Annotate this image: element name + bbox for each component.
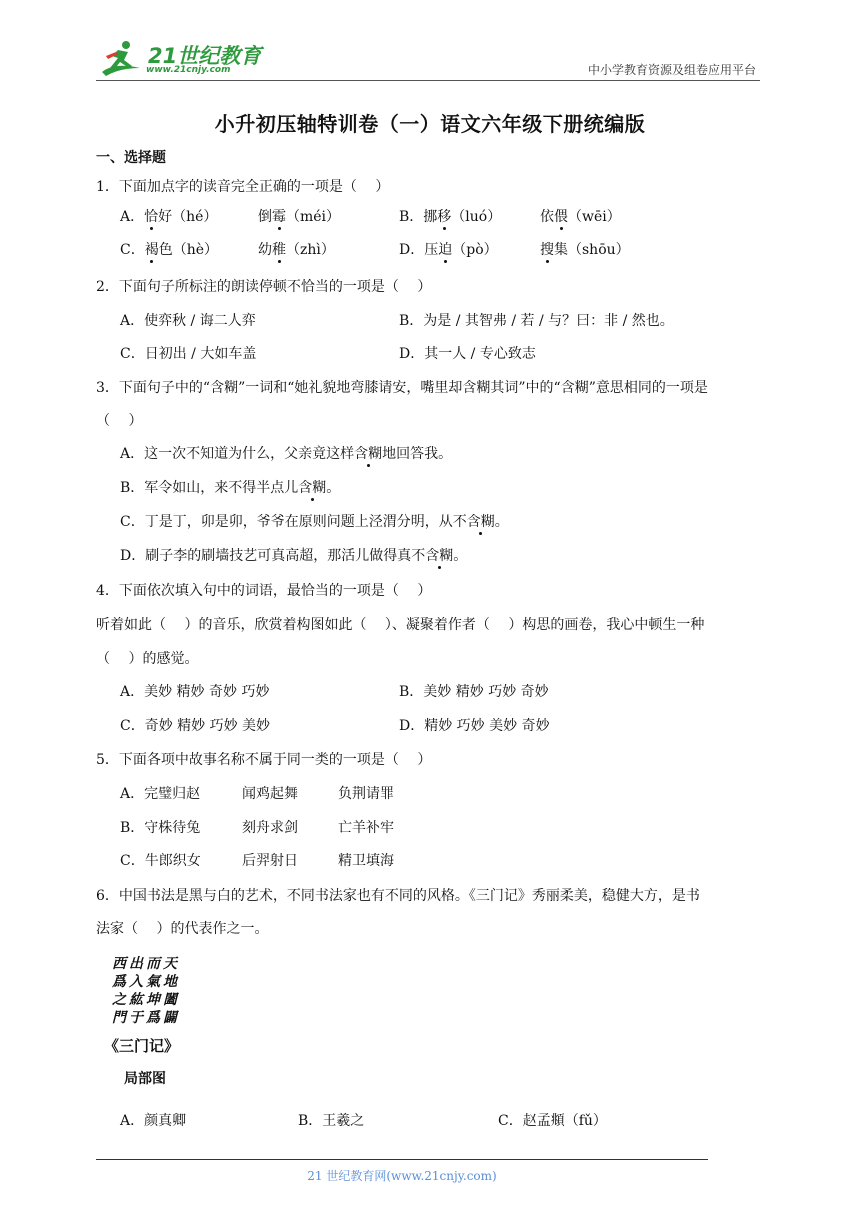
q1-option-c1: C．褐色（hè） — [120, 239, 218, 259]
page-title: 小升初压轴特训卷（一）语文六年级下册统编版 — [214, 112, 646, 136]
footer-link[interactable]: 21 世纪教育网(www.21cnjy.com) — [307, 1169, 497, 1183]
site-logo — [96, 38, 266, 80]
q1-option-a2: 倒霉（méi） — [258, 206, 340, 226]
footer-divider — [96, 1159, 708, 1160]
section-heading: 一、选择题 — [96, 150, 166, 166]
calligraphy-row: 西出而天 — [112, 956, 180, 972]
q1-option-b2: 依偎（wēi） — [540, 206, 621, 226]
q4-passage: 听着如此（ ）的音乐，欣赏着构图如此（ ）、凝聚着作者（ ）构思的画卷，我心中顿生一种 — [96, 617, 705, 633]
q3-stem-cont: （ ） — [96, 413, 143, 429]
q3-option-d: D．刷子李的刷墙技艺可真高超，那活儿做得真不含糊。 — [120, 545, 467, 565]
q5-option-b-1: B．守株待兔 — [120, 820, 201, 836]
q5-stem: 5．下面各项中故事名称不属于同一类的一项是（ ） — [96, 752, 432, 768]
q6-option-c: C．赵孟頫（fǔ） — [498, 1113, 607, 1129]
q2-option-a: A．使弈秋 / 诲二人弈 — [120, 313, 256, 329]
q3-option-a: A．这一次不知道为什么，父亲竟这样含糊地回答我。 — [120, 443, 452, 463]
q1-option-b1: B．挪移（luó） — [399, 206, 501, 226]
q5-option-a-2: 闻鸡起舞 — [242, 786, 298, 802]
q6-option-b: B．王羲之 — [298, 1113, 365, 1129]
logo-url: www.21cnjy.com — [146, 65, 231, 75]
q4-option-b: B．美妙 精妙 巧妙 奇妙 — [399, 684, 549, 700]
q3-stem: 3．下面句子中的“含糊”一词和“她礼貌地弯膝请安，嘴里却含糊其词”中的“含糊”意思相同的一项是 — [96, 380, 708, 396]
q3-option-c: C．丁是丁，卯是卯，爷爷在原则问题上泾渭分明，从不含糊。 — [120, 511, 509, 531]
q1-option-c2: 幼稚（zhì） — [258, 239, 335, 259]
q2-stem: 2．下面句子所标注的朗读停顿不恰当的一项是（ ） — [96, 279, 432, 295]
logo-text: 21世纪教育 — [148, 44, 262, 68]
q5-option-b-3: 亡羊补牢 — [338, 820, 394, 836]
calligraphy-caption: 局部图 — [124, 1071, 166, 1087]
calligraphy-row: 門于爲闢 — [112, 1010, 180, 1026]
calligraphy-row: 爲入氣地 — [112, 974, 180, 990]
q6-stem-cont: 法家（ ）的代表作之一。 — [96, 921, 269, 937]
q5-option-a-1: A．完璧归赵 — [120, 786, 201, 802]
header-platform-text: 中小学教育资源及组卷应用平台 — [587, 63, 756, 77]
q6-option-a: A．颜真卿 — [120, 1113, 187, 1129]
q1-option-d2: 搜集（shōu） — [540, 239, 630, 259]
q4-option-c: C．奇妙 精妙 巧妙 美妙 — [120, 718, 271, 734]
q4-stem: 4．下面依次填入句中的词语，最恰当的一项是（ ） — [96, 583, 432, 599]
q2-option-c: C．日初出 / 大如车盖 — [120, 346, 257, 362]
q1-stem: 1．下面加点字的读音完全正确的一项是（ ） — [96, 179, 390, 195]
q2-option-b: B．为是 / 其智弗 / 若 / 与？曰：非 / 然也。 — [399, 313, 674, 329]
q1-option-a1: A．恰好（hé） — [120, 206, 217, 226]
q2-option-d: D．其一人 / 专心致志 — [399, 346, 536, 362]
q4-option-d: D．精妙 巧妙 美妙 奇妙 — [399, 718, 550, 734]
q5-option-c-3: 精卫填海 — [338, 853, 394, 869]
q5-option-c-1: C．牛郎织女 — [120, 853, 201, 869]
calligraphy-title: 《三门记》 — [104, 1037, 180, 1055]
q3-option-b: B．军令如山，来不得半点儿含糊。 — [120, 477, 340, 497]
runner-logo-icon — [96, 38, 146, 80]
calligraphy-row: 之紘坤闔 — [112, 992, 180, 1008]
calligraphy-image — [104, 955, 192, 1088]
q5-option-b-2: 刻舟求剑 — [242, 820, 298, 836]
header-divider — [96, 80, 760, 81]
q5-option-c-2: 后羿射日 — [242, 853, 298, 869]
q4-option-a: A．美妙 精妙 奇妙 巧妙 — [120, 684, 270, 700]
q5-option-a-3: 负荆请罪 — [338, 786, 394, 802]
q4-passage-cont: （ ）的感觉。 — [96, 651, 199, 667]
q6-stem: 6．中国书法是黑与白的艺术，不同书法家也有不同的风格。《三门记》秀丽柔美，稳健大方，是书 — [96, 888, 700, 904]
q1-option-d1: D．压迫（pò） — [399, 239, 498, 259]
